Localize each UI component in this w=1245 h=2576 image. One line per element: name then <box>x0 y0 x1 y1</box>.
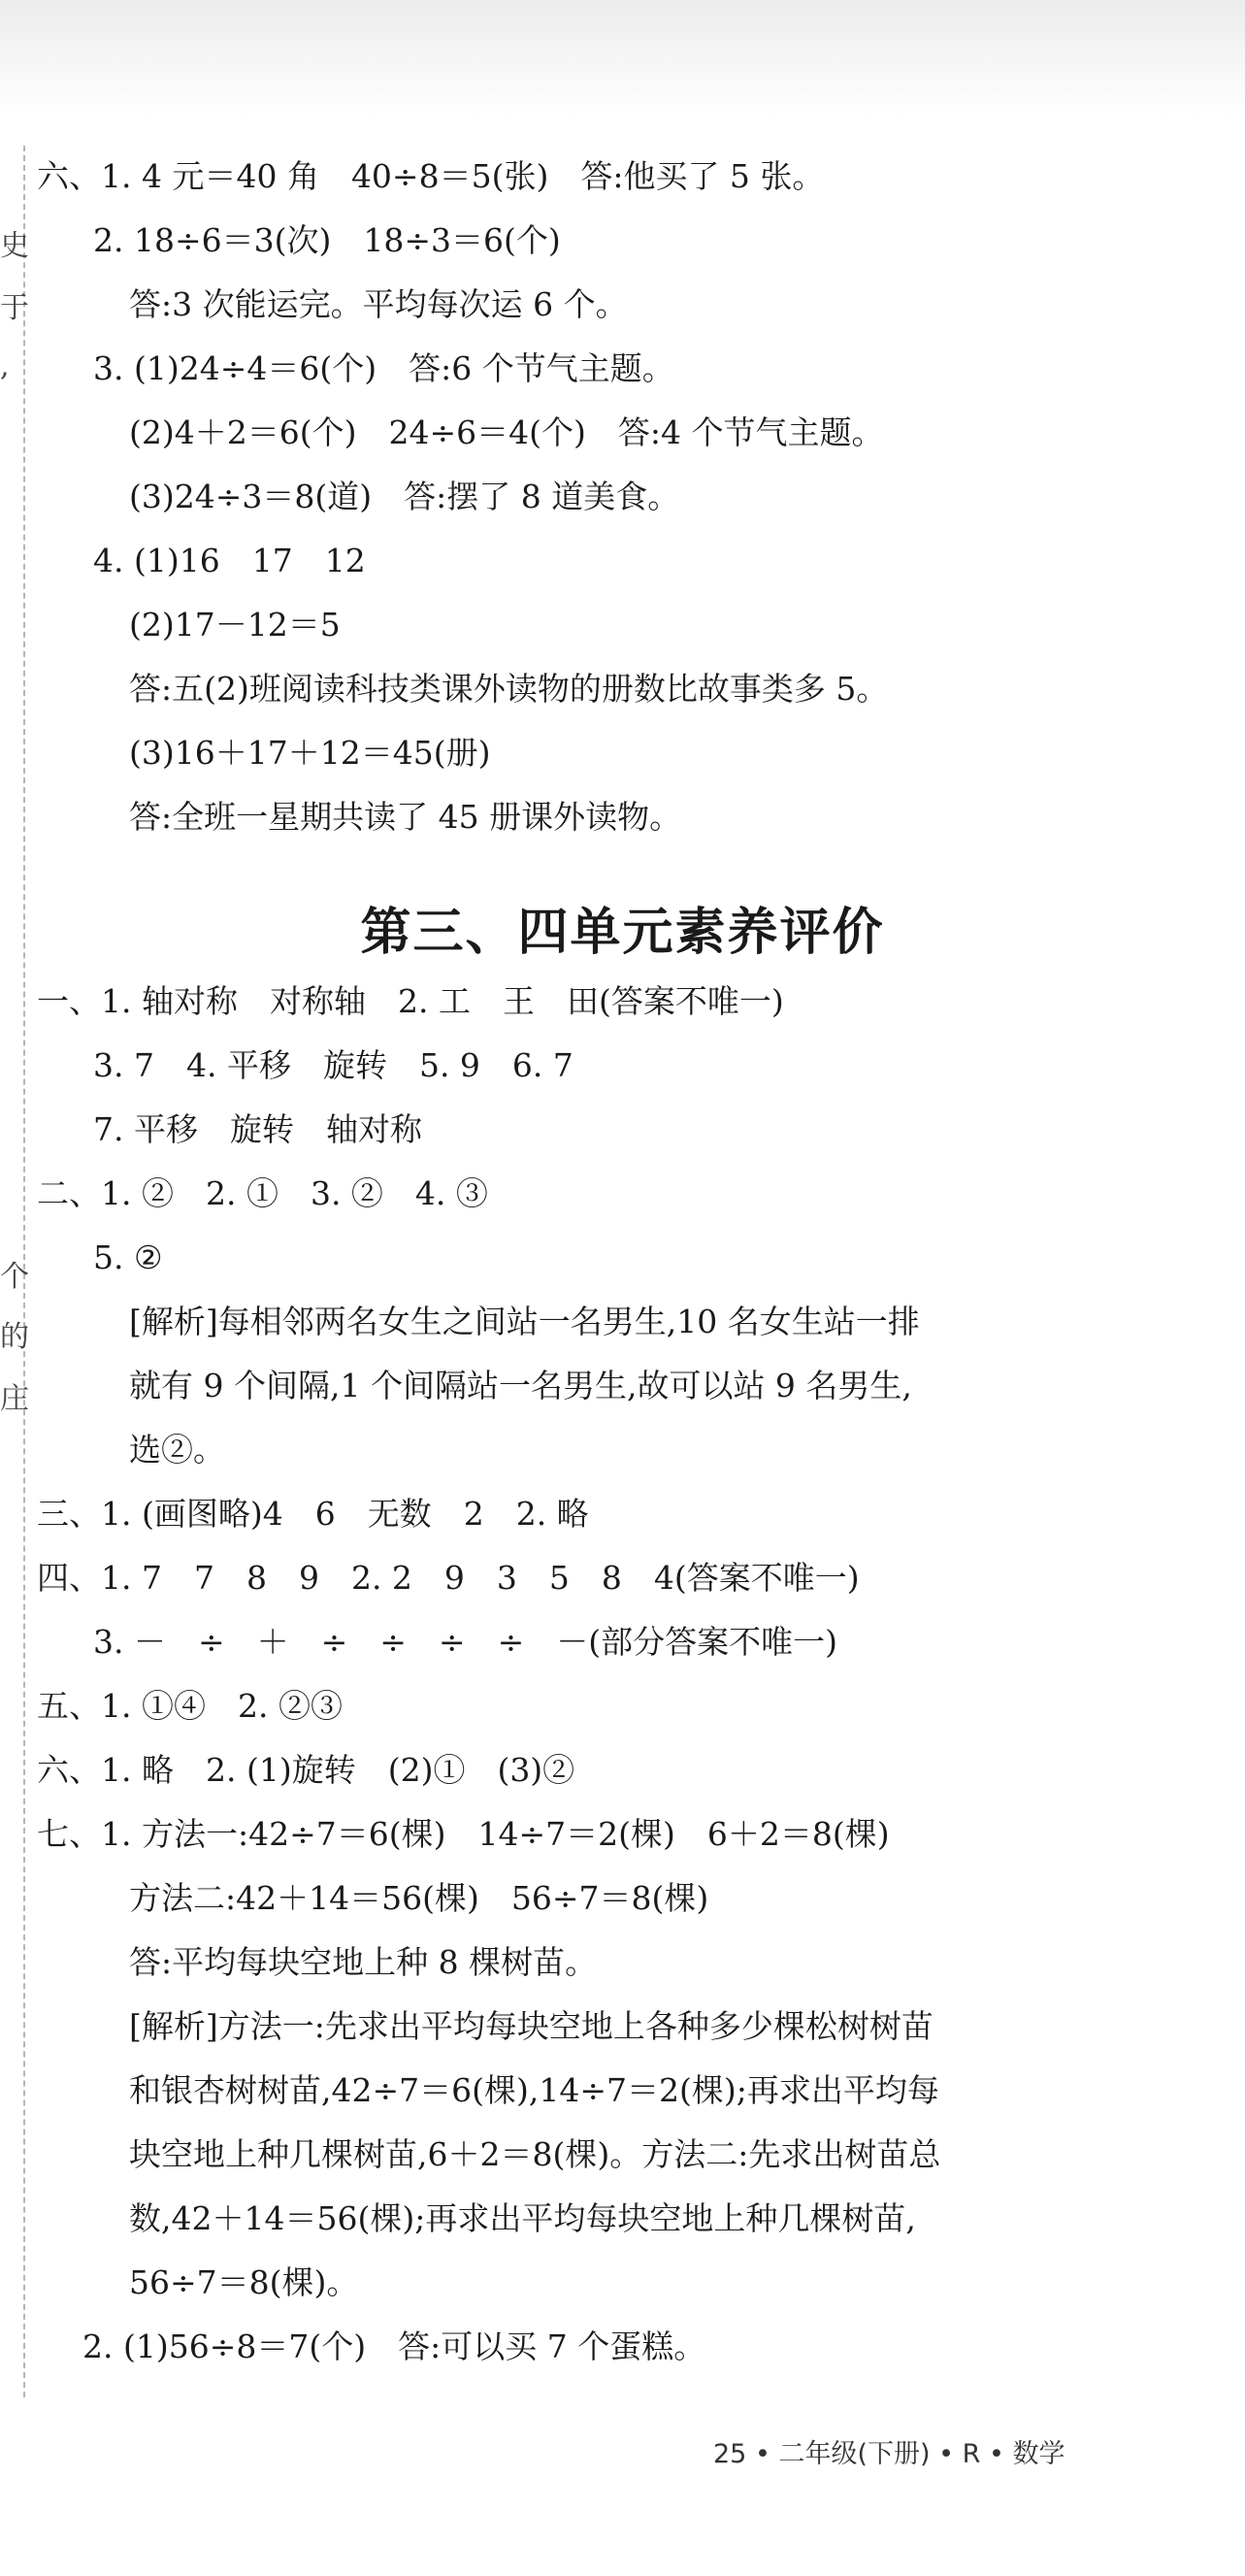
margin-fragment: 史 <box>0 229 29 263</box>
answer-line: (2)4＋2＝6(个) 24÷6＝4(个) 答:4 个节气主题。 <box>129 413 884 451</box>
answer-line: 3. (1)24÷4＝6(个) 答:6 个节气主题。 <box>93 349 674 387</box>
analysis-line: 块空地上种几棵树苗,6＋2＝8(棵)。方法二:先求出树苗总 <box>129 2135 941 2173</box>
answer-line: 三、1. (画图略)4 6 无数 2 2. 略 <box>37 1495 589 1533</box>
page-footer: 25 • 二年级(下册) • R • 数学 <box>713 2439 1065 2469</box>
answer-line: 2. 18÷6＝3(次) 18÷3＝6(个) <box>93 221 561 259</box>
answer-line: 六、1. 4 元＝40 角 40÷8＝5(张) 答:他买了 5 张。 <box>37 157 825 195</box>
analysis-line: [解析]方法一:先求出平均每块空地上各种多少棵松树树苗 <box>129 2007 934 2045</box>
answer-line: 二、1. ② 2. ① 3. ② 4. ③ <box>37 1174 488 1212</box>
answer-line: 3. － ÷ ＋ ÷ ÷ ÷ ÷ －(部分答案不唯一) <box>93 1623 837 1661</box>
margin-fragment: 于 <box>0 291 29 325</box>
answer-line: 5. ② <box>93 1238 163 1276</box>
answer-line: 六、1. 略 2. (1)旋转 (2)① (3)② <box>37 1751 575 1789</box>
answer-line: 答:平均每块空地上种 8 棵树苗。 <box>129 1943 598 1981</box>
page-fold-shadow <box>0 0 1245 116</box>
answer-line: 2. (1)56÷8＝7(个) 答:可以买 7 个蛋糕。 <box>82 2328 706 2365</box>
analysis-line: 56÷7＝8(棵)。 <box>129 2263 359 2301</box>
answer-line: 五、1. ①④ 2. ②③ <box>37 1687 343 1725</box>
analysis-line: 就有 9 个间隔,1 个间隔站一名男生,故可以站 9 名男生, <box>129 1367 912 1404</box>
answer-line: 3. 7 4. 平移 旋转 5. 9 6. 7 <box>93 1046 573 1084</box>
answer-line: 七、1. 方法一:42÷7＝6(棵) 14÷7＝2(棵) 6＋2＝8(棵) <box>37 1815 890 1853</box>
analysis-line: 和银杏树树苗,42÷7＝6(棵),14÷7＝2(棵);再求出平均每 <box>129 2071 939 2109</box>
answer-line: 答:全班一星期共读了 45 册课外读物。 <box>129 798 682 836</box>
answer-line: 4. (1)16 17 12 <box>93 542 366 579</box>
answer-line: (2)17－12＝5 <box>129 606 341 644</box>
answer-line: 四、1. 7 7 8 9 2. 2 9 3 5 8 4(答案不唯一) <box>37 1559 860 1597</box>
analysis-line: 数,42＋14＝56(棵);再求出平均每块空地上种几棵树苗, <box>129 2199 916 2237</box>
answer-line: 一、1. 轴对称 对称轴 2. 工 王 田(答案不唯一) <box>37 982 784 1020</box>
answer-line: (3)24÷3＝8(道) 答:摆了 8 道美食。 <box>129 478 680 515</box>
margin-fragment: 个 <box>0 1260 29 1294</box>
analysis-line: 选②。 <box>129 1431 225 1469</box>
answer-line: 答:3 次能运完。平均每次运 6 个。 <box>129 285 628 323</box>
analysis-line: [解析]每相邻两名女生之间站一名男生,10 名女生站一排 <box>129 1303 920 1340</box>
margin-fragment: , <box>0 349 10 383</box>
answer-line: 7. 平移 旋转 轴对称 <box>93 1110 422 1148</box>
margin-fragment: 的 <box>0 1320 29 1354</box>
answer-line: 方法二:42＋14＝56(棵) 56÷7＝8(棵) <box>129 1879 709 1917</box>
answer-line: 答:五(2)班阅读科技类课外读物的册数比故事类多 5。 <box>129 670 889 708</box>
answer-line: (3)16＋17＋12＝45(册) <box>129 734 491 772</box>
section-title: 第三、四单元素养评价 <box>360 904 885 962</box>
margin-fragment: 庄 <box>0 1382 29 1416</box>
